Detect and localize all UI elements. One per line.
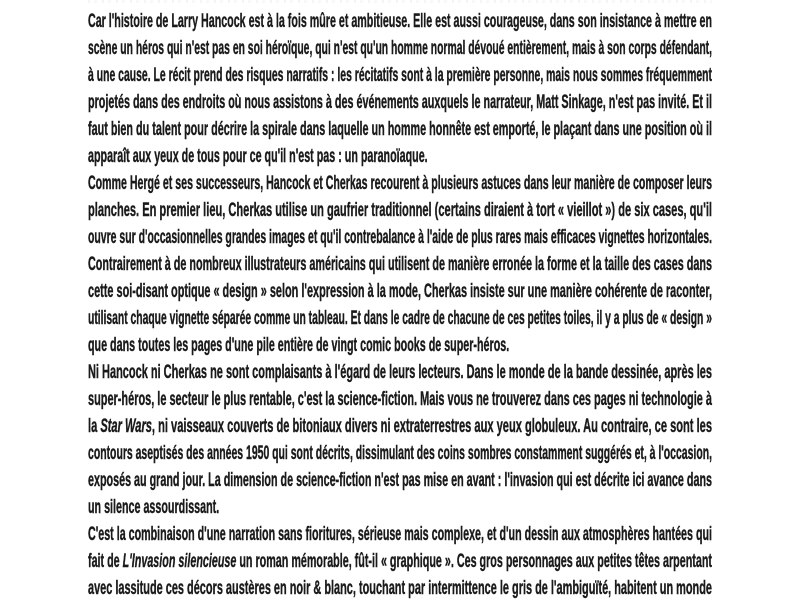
text-line-content: apparaît aux yeux de tous pour ce qu'il n'est pas : un paranoïaque.	[88, 146, 428, 167]
text-line-content: C'est la combinaison d'une narration sans fioritures, sérieuse mais complexe, et d'un dessin aux atmosphères hantées qui	[88, 524, 712, 545]
text-segment: la	[88, 416, 101, 437]
text-line	[88, 359, 712, 386]
text-line	[88, 467, 712, 494]
text-line-content: planches. En premier lieu, Cherkas utilise un gaufrier traditionnel (certains diraient à tort « vieillot ») de six cases, qu'il	[88, 200, 712, 221]
text-line	[88, 548, 712, 575]
text-line-content: un silence assourdissant.	[88, 497, 220, 518]
text-line	[88, 521, 712, 548]
text-line-content: avec lassitude ces décors austères en noir & blanc, touchant par intermittence le gris de l'ambiguïté, habitent un monde	[88, 578, 712, 599]
text-line-content: utilisant chaque vignette séparée comme un tableau. Et dans le cadre de chacune de ces petites toiles, il y a plus de « design »	[88, 308, 712, 329]
text-line	[88, 8, 712, 35]
text-line-content: exposés au grand jour. La dimension de science-fiction n'est pas mise en avant : l'invasion qui est décrite ici avance dans	[88, 470, 712, 491]
text-segment: , ni vaisseaux couverts de bitoniaux divers ni extraterrestres aux yeux globuleux. Au contraire, ce sont les	[151, 416, 712, 437]
text-line	[88, 197, 712, 224]
text-line-content: Contrairement à de nombreux illustrateurs américains qui utilisent de manière erronée la forme et la taille des cases dans	[88, 254, 712, 275]
text-line-content: que dans toutes les pages d'une pile entière de vingt comic books de super-héros.	[88, 335, 510, 356]
text-line	[88, 62, 712, 89]
text-line-content: scène un héros qui n'est pas en soi héroïque, qui n'est qu'un homme normal dévoué entièrement, mais à son corps défendant,	[88, 38, 712, 59]
text-line-content: ouvre sur d'occasionnelles grandes images et qu'il contrebalance à l'aide de plus rares mais efficaces vignettes horizontales.	[88, 227, 712, 248]
text-line-content: projetés dans des endroits où nous assistons à des événements auxquels le narrateur, Matt Sinkage, n'est pas invité. Et il	[88, 92, 712, 113]
text-segment: fait de	[88, 551, 123, 572]
text-line	[88, 170, 712, 197]
text-line	[88, 440, 712, 467]
text-line	[88, 413, 712, 440]
article-text-block	[88, 0, 712, 600]
text-line	[88, 386, 712, 413]
text-line	[88, 89, 712, 116]
text-line-paragraph-end	[88, 494, 712, 521]
text-line-content: faut bien du talent pour décrire la spirale dans laquelle un homme honnête est emporté, le plaçant dans une position où il	[88, 119, 712, 140]
italic-work-title: L'Invasion silencieuse	[122, 551, 237, 572]
text-line-content	[88, 413, 712, 440]
text-line-content: contours aseptisés des années 1950 qui sont décrits, dissimulant des coins sombres constamment suggérés et, à l'occasion,	[88, 443, 712, 464]
text-line	[88, 35, 712, 62]
text-line	[88, 251, 712, 278]
text-line-paragraph-end	[88, 143, 712, 170]
text-line	[88, 116, 712, 143]
text-line-content: cette soi-disant optique « design » selon l'expression à la mode, Cherkas insiste sur une manière cohérente de raconter,	[88, 281, 712, 302]
text-line-content: à une cause. Le récit prend des risques narratifs : les récitatifs sont à la première personne, mais nous sommes fréquemment	[88, 65, 712, 86]
text-line-content: Comme Hergé et ses successeurs, Hancock et Cherkas recourent à plusieurs astuces dans leur manière de composer leurs	[88, 173, 712, 194]
text-line	[88, 575, 712, 602]
italic-work-title: Star Wars	[100, 416, 152, 437]
text-line-paragraph-end	[88, 332, 712, 359]
text-line-content: super-héros, le secteur le plus rentable, c'est la science-fiction. Mais vous ne trouverez dans ces pages ni technologie à	[88, 389, 712, 410]
text-line	[88, 224, 712, 251]
text-line	[88, 305, 712, 332]
text-line	[88, 278, 712, 305]
text-line-content: Ni Hancock ni Cherkas ne sont complaisants à l'égard de leurs lecteurs. Dans le monde de la bande dessinée, après les	[88, 362, 712, 383]
text-line-content	[88, 548, 712, 575]
text-line-content: Car l'histoire de Larry Hancock est à la fois mûre et ambitieuse. Elle est aussi courageuse, dans son insistance à mettre en	[88, 11, 712, 32]
text-segment: un roman mémorable, fût-il « graphique ». Ces gros personnages aux petites têtes arpentant	[236, 551, 712, 572]
